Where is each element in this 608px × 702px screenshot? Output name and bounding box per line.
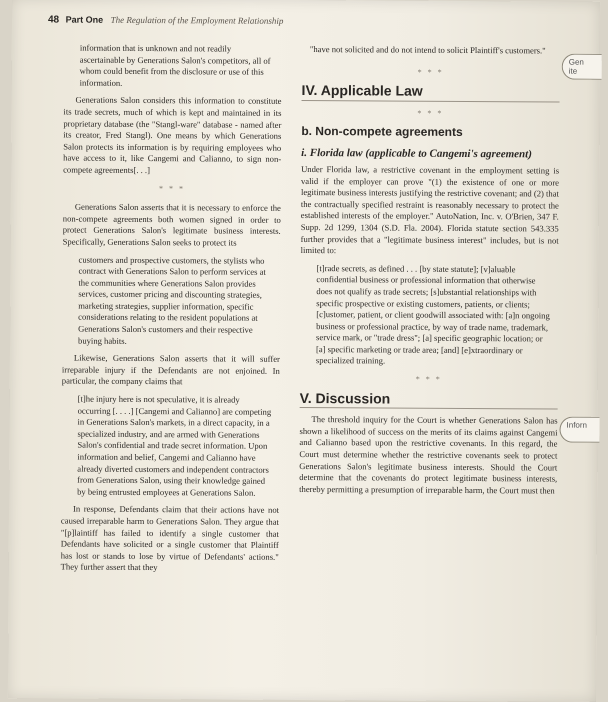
tab-label-line1: Gen xyxy=(568,57,584,67)
book-page xyxy=(8,0,600,702)
paragraph: Under Florida law, a restrictive covenant in the employment setting is valid if the employer can prove "(1) the existence of one or more legitimate business interests justifying the restrictive covenant; and (2) that the contractually specified restraint is reasonably necessary to protect the established interests of the employer." AutoNation, Inc. v. O'Brien, 347 F. Supp. 2d 1299, 1304 (S.D. Fla. 2004). Florida statute section 543.335 further provides that a "legitimate business interest" includes, but is not limited to: xyxy=(300,163,560,256)
index-tab-information[interactable] xyxy=(559,417,599,443)
paragraph: In response, Defendants claim that their actions have not caused irreparable harm to Generations Salon. They argue that "[p]laintiff has failed to identify a single customer that Defendants have solicited or a single customer that Plaintiff has lost or stands to lose by virtue of Defendants' actions." They further assert that they xyxy=(60,503,280,573)
block-quote: [t]he injury here is not speculative, it is already occurring [. . . .] [Cangemi and Calianno] are competing in Generations Salon's markets, in a direct capacity, in a specialized industry, and are armed with Generations Salon's confidential and trade secret information. Upon information and belief, Cangemi and Calianno have already diverted customers and independent contractors from Generations Salon, using their knowledge gained by being entrusted employees at Generations Salon. xyxy=(77,393,272,498)
block-quote: [t]rade secrets, as defined . . . [by state statute]; [v]aluable confidential business or professional information that otherwise does not qualify as trade secrets; [s]ubstantial relationships with specific prospective or existing customers, patients, or clients; [c]ustomer, patient, or client goodwill associated with: [a]n ongoing business or professional practice, by way of trade name, trademark, service mark, or "trade dress"; [a] specific geographic location; or [a] specific marketing or trade area; [and] [e]xtraordinary or specialized training. xyxy=(315,262,550,366)
block-quote: "have not solicited and do not intend to solicit Plaintiff's customers." xyxy=(309,44,546,56)
paragraph: Generations Salon asserts that it is necessary to enforce the non-compete agreements both women signed in order to protect Generations Salon's legitimate business interests. Specifically, Generations Salon seeks to protect its xyxy=(62,201,281,248)
running-header xyxy=(48,14,283,26)
index-tab-general[interactable] xyxy=(562,54,602,80)
part-label: Part One xyxy=(65,14,104,25)
subsection-heading-non-compete: b. Non-compete agreements xyxy=(301,124,463,140)
section-heading-applicable-law: IV. Applicable Law xyxy=(302,85,560,102)
paragraph: Likewise, Generations Salon asserts that it will suffer irreparable injury if the Defendants are not enjoined. In particular, the company claims that xyxy=(61,352,280,387)
page-number: 48 xyxy=(47,14,60,26)
section-break: * * * xyxy=(415,374,442,384)
section-break: * * * xyxy=(417,108,444,118)
section-heading-discussion: V. Discussion xyxy=(300,393,558,410)
tab-label: Inforn xyxy=(566,420,588,430)
left-column xyxy=(61,43,282,581)
section-break: * * * xyxy=(158,183,186,193)
block-quote: information that is unknown and not readily ascertainable by Generations Salon's competitors, all of whom could benefit from the disclosure or use of this information. xyxy=(79,42,271,88)
paragraph: Generations Salon considers this information to constitute its trade secrets, much of which is kept and maintained in its proprietary database (the "Stangl-ware" database - named after its creator, Fred Stangl). One means by which Generations Salon protects its information is by requiring employees who have access to it, like Cangemi and Calianno, to sign non-compete agreements[. . .] xyxy=(63,94,282,175)
section-break: * * * xyxy=(417,67,444,77)
chapter-subtitle: The Regulation of the Employment Relationship xyxy=(110,14,284,26)
paragraph: The threshold inquiry for the Court is whether Generations Salon has shown a likelihood of success on the merits of its claims against Cangemi and Calianno based upon the restrictive covenants. In this regard, the Court must determine whether the restrictive covenants seek to protect Generations Salon's legitimate business interests. Should the Court determine that the covenants do protect legitimate business interests, thereby permitting a presumption of irreparable harm, the Court must then xyxy=(299,414,558,496)
block-quote: customers and prospective customers, the stylists who contract with Generations Salon to perform services at the communities where Generations Salon provides services, customer pricing and discounting strategies, marketing strategies, supplier information, specific considerations relating to the resident populations at Generations Salon's customers and their respective buying habits. xyxy=(78,254,266,346)
tab-label-line2: ite xyxy=(568,66,578,76)
right-column xyxy=(299,44,560,503)
subsubsection-heading-florida-law: i. Florida law (applicable to Cangemi's agreement) xyxy=(301,146,532,161)
